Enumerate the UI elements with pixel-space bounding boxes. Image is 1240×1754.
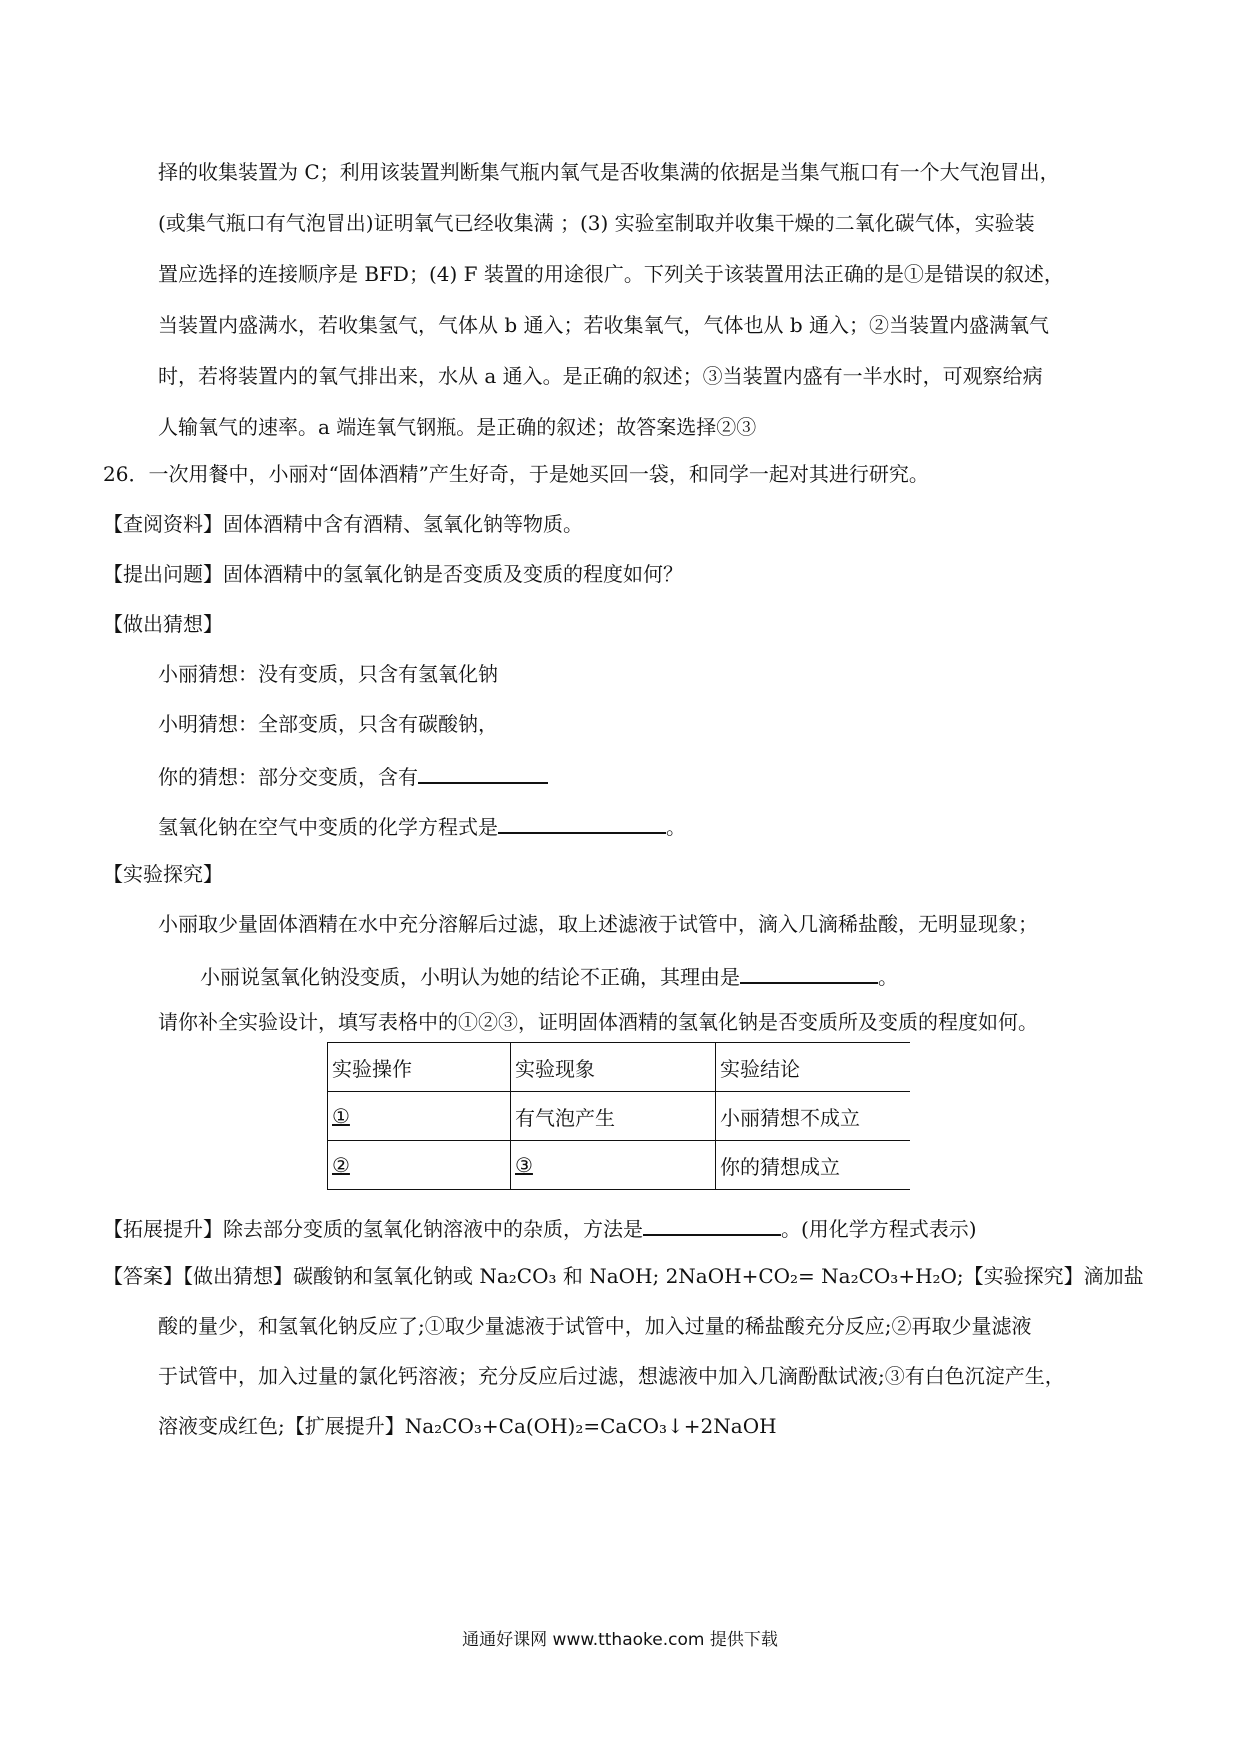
table-cell[interactable]: ①	[328, 1092, 511, 1141]
equation-prompt-text: 氢氧化钠在空气中变质的化学方程式是	[158, 815, 498, 839]
table-cell: 有气泡产生	[511, 1092, 716, 1141]
answer-line-4: 溶液变成红色;【扩展提升】Na₂CO₃+Ca(OH)₂=CaCO₃↓+2NaOH	[158, 1414, 777, 1438]
question-stem: 26．一次用餐中，小丽对“固体酒精”产生好奇，于是她买回一袋，和同学一起对其进行研究。	[103, 462, 929, 486]
expand-text: 【拓展提升】除去部分变质的氢氧化钠溶液中的杂质，方法是	[103, 1217, 643, 1241]
intro-line-5: 时，若将装置内的氧气排出来，水从 a 通入。是正确的叙述；③当装置内盛有一半水时，可观察给病	[158, 364, 1043, 388]
guess-heading: 【做出猜想】	[103, 612, 223, 636]
experiment-table	[327, 1042, 910, 1190]
intro-line-4: 当装置内盛满水，若收集氢气，气体从 b 通入；若收集氧气，气体也从 b 通入；②当装置内盛满氧气	[158, 313, 1050, 337]
answer-line-3: 于试管中，加入过量的氯化钙溶液；充分反应后过滤，想滤液中加入几滴酚酞试液;③有白色沉淀产生，	[158, 1364, 1065, 1388]
expand-end: 。(用化学方程式表示)	[781, 1217, 977, 1241]
answer-blank[interactable]	[418, 760, 548, 784]
guess-xiaoming: 小明猜想：全部变质，只含有碳酸钠，	[158, 712, 498, 736]
table-header-row	[328, 1043, 911, 1092]
guess-yours	[158, 760, 548, 791]
answer-blank[interactable]	[498, 810, 666, 834]
explore-text-3: 请你补全实验设计，填写表格中的①②③，证明固体酒精的氢氧化钠是否变质所及变质的程度如何。	[158, 1010, 1038, 1034]
table-header-cell: 实验结论	[716, 1043, 911, 1092]
intro-line-6: 人输氧气的速率。a 端连氧气钢瓶。是正确的叙述；故答案选择②③	[158, 415, 757, 439]
guess-yours-text: 你的猜想：部分交变质，含有	[158, 765, 418, 789]
answer-line-2: 酸的量少，和氢氧化钠反应了;①取少量滤液于试管中，加入过量的稀盐酸充分反应;②再取少量滤液	[158, 1314, 1032, 1338]
answer-blank[interactable]	[643, 1212, 781, 1236]
answer-blank[interactable]	[740, 960, 878, 984]
explore-text-2-end: 。	[878, 965, 898, 989]
intro-line-1: 择的收集装置为 C；利用该装置判断集气瓶内氧气是否收集满的依据是当集气瓶口有一个大气泡冒出，	[158, 160, 1060, 184]
table-header-cell: 实验现象	[511, 1043, 716, 1092]
table-cell[interactable]: ②	[328, 1141, 511, 1190]
table-cell: 你的猜想成立	[716, 1141, 911, 1190]
guess-xiaoli: 小丽猜想：没有变质，只含有氢氧化钠	[158, 662, 498, 686]
table-cell: 小丽猜想不成立	[716, 1092, 911, 1141]
table-row	[328, 1141, 911, 1190]
table-header-cell: 实验操作	[328, 1043, 511, 1092]
intro-line-3: 置应选择的连接顺序是 BFD；(4) F 装置的用途很广。下列关于该装置用法正确的是①是错误的叙述，	[158, 262, 1064, 286]
equation-prompt	[158, 810, 686, 841]
explore-heading: 【实验探究】	[103, 862, 223, 886]
explore-text-1: 小丽取少量固体酒精在水中充分溶解后过滤，取上述滤液于试管中，滴入几滴稀盐酸，无明显现象；	[158, 912, 1038, 936]
table-row	[328, 1092, 911, 1141]
expand-section	[103, 1212, 977, 1243]
reference-section: 【查阅资料】固体酒精中含有酒精、氢氧化钠等物质。	[103, 512, 583, 536]
explore-text-2-body: 小丽说氢氧化钠没变质，小明认为她的结论不正确，其理由是	[200, 965, 740, 989]
explore-text-2	[200, 960, 898, 991]
equation-prompt-end: 。	[666, 815, 686, 839]
table-cell[interactable]: ③	[511, 1141, 716, 1190]
question-section: 【提出问题】固体酒精中的氢氧化钠是否变质及变质的程度如何？	[103, 562, 683, 586]
intro-line-2: (或集气瓶口有气泡冒出)证明氧气已经收集满 ；(3) 实验室制取并收集干燥的二氧化碳气体，实验装	[158, 211, 1035, 235]
page-footer: 通通好课网 www.tthaoke.com 提供下载	[462, 1630, 778, 1650]
answer-line-1: 【答案】【做出猜想】碳酸钠和氢氧化钠或 Na₂CO₃ 和 NaOH; 2NaOH+CO₂= Na₂CO₃+H₂O;【实验探究】滴加盐	[103, 1264, 1144, 1288]
